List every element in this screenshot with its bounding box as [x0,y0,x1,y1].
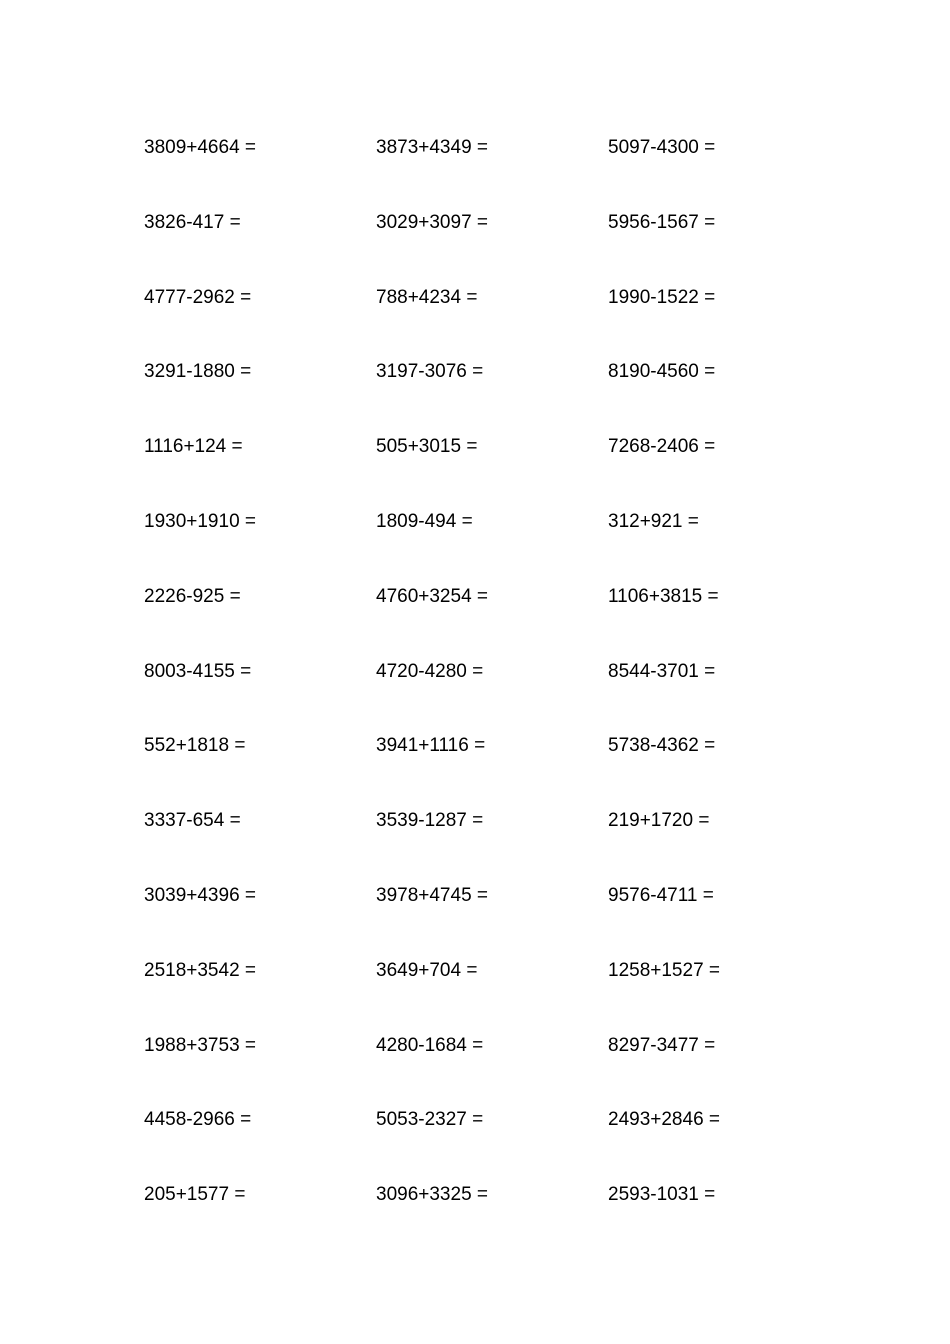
arithmetic-problem: 788+4234 = [376,286,478,308]
arithmetic-problem: 3291-1880 = [144,361,252,383]
arithmetic-problem: 1990-1522 = [608,286,716,308]
arithmetic-problem: 9576-4711 = [608,884,714,906]
arithmetic-problem: 3337-654 = [144,810,241,832]
arithmetic-problem: 2518+3542 = [144,959,257,981]
arithmetic-problem: 1106+3815 = [608,585,719,607]
arithmetic-problem: 8190-4560 = [608,361,716,383]
arithmetic-problem: 3649+704 = [376,959,478,981]
arithmetic-problem: 1988+3753 = [144,1034,257,1056]
arithmetic-problem: 8297-3477 = [608,1034,716,1056]
arithmetic-problem: 2226-925 = [144,585,241,607]
arithmetic-problem: 8003-4155 = [144,660,252,682]
arithmetic-problem: 1258+1527 = [608,959,721,981]
arithmetic-problem: 4777-2962 = [144,286,252,308]
arithmetic-problem: 552+1818 = [144,735,246,757]
arithmetic-problem: 205+1577 = [144,1184,246,1206]
arithmetic-problem: 3873+4349 = [376,137,489,158]
arithmetic-problem: 5956-1567 = [608,211,716,233]
arithmetic-problem: 312+921 = [608,510,699,532]
arithmetic-problem: 2593-1031 = [608,1184,716,1206]
arithmetic-problem: 219+1720 = [608,810,710,832]
arithmetic-problem: 3197-3076 = [376,361,484,383]
arithmetic-problem: 5738-4362 = [608,735,716,757]
arithmetic-problem-grid [144,134,840,1256]
arithmetic-problem: 2493+2846 = [608,1109,721,1131]
arithmetic-problem: 4458-2966 = [144,1109,252,1131]
arithmetic-problem: 5097-4300 = [608,137,716,158]
arithmetic-problem: 3029+3097 = [376,211,489,233]
arithmetic-problem: 4760+3254 = [376,585,489,607]
arithmetic-problem: 1930+1910 = [144,510,257,532]
arithmetic-problem: 505+3015 = [376,436,478,458]
arithmetic-problem: 3826-417 = [144,211,241,233]
arithmetic-problem: 3096+3325 = [376,1184,489,1206]
arithmetic-problem: 3809+4664 = [144,137,257,158]
arithmetic-problem: 1116+124 = [144,436,243,458]
arithmetic-problem: 3941+1116 = [376,735,486,757]
arithmetic-problem: 4280-1684 = [376,1034,484,1056]
arithmetic-problem: 3539-1287 = [376,810,484,832]
arithmetic-problem: 1809-494 = [376,510,473,532]
arithmetic-problem: 3039+4396 = [144,884,257,906]
arithmetic-problem: 4720-4280 = [376,660,484,682]
arithmetic-problem: 8544-3701 = [608,660,716,682]
arithmetic-problem: 5053-2327 = [376,1109,484,1131]
arithmetic-problem: 7268-2406 = [608,436,716,458]
arithmetic-problem: 3978+4745 = [376,884,489,906]
